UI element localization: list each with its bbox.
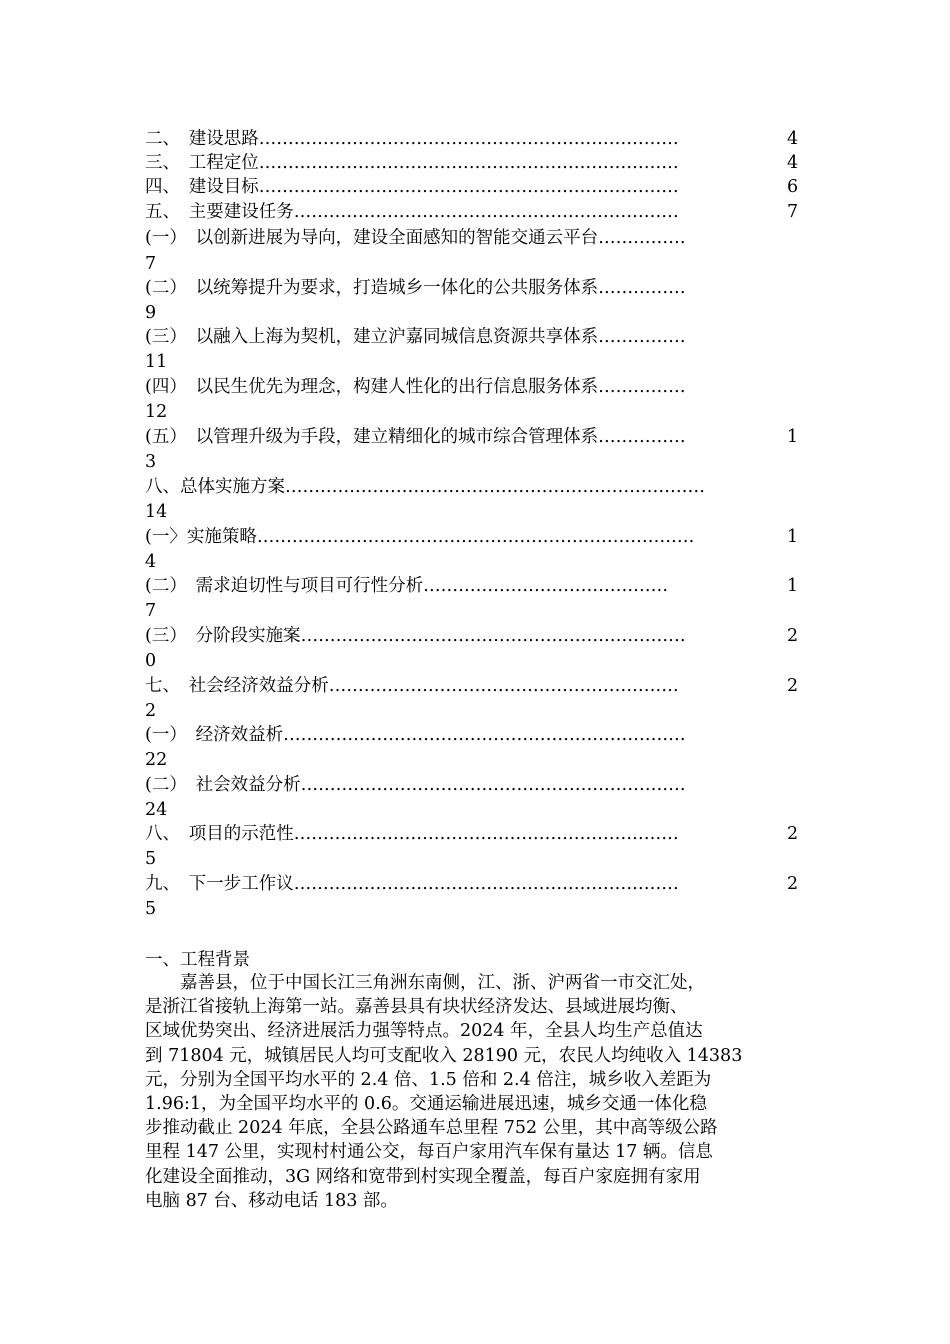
toc-page-number-continued: 5 — [145, 899, 157, 919]
toc-entry-text: (一） 以创新进展为导向，建设全面感知的智能交通云平台…………… — [145, 228, 686, 248]
toc-page-number-continued: 5 — [145, 849, 157, 869]
toc-page-number-continued: 4 — [145, 552, 157, 572]
body-line: 步推动截止 2024 年底，全县公路通车总里程 752 公里，其中高等级公路 — [145, 1118, 718, 1139]
section-heading: 一、工程背景 — [145, 950, 250, 970]
toc-page-number-continued: 22 — [145, 750, 168, 770]
toc-page-number: 2 — [787, 626, 799, 646]
toc-page-number-continued: 11 — [145, 352, 168, 372]
toc-entry-text: (二） 需求迫切性与项目可行性分析…………………………………… — [145, 576, 669, 596]
toc-entry[interactable] — [145, 175, 679, 199]
toc-entry[interactable] — [145, 872, 679, 896]
toc-entry-text: (二） 社会效益分析………………………………………………………… — [145, 775, 686, 795]
toc-entry[interactable] — [145, 674, 679, 698]
toc-page-number-continued: 7 — [145, 601, 157, 621]
toc-entry[interactable] — [145, 475, 705, 499]
body-line: 化建设全面推动，3G 网络和宽带到村实现全覆盖，每百户家庭拥有家用 — [145, 1166, 701, 1187]
toc-page-number-continued: 0 — [145, 651, 157, 671]
toc-entry-text: 四、 建设目标……………………………………………………………… — [145, 177, 679, 197]
toc-entry-text: 八、 项目的示范性………………………………………………………… — [145, 824, 679, 844]
toc-entry-text: 二、 建设思路……………………………………………………………… — [145, 129, 679, 149]
body-line: 电脑 87 台、移动电话 183 部。 — [145, 1190, 398, 1211]
toc-entry[interactable] — [145, 574, 668, 598]
toc-page-number: 1 — [787, 527, 799, 547]
body-line: 元，分别为全国平均水平的 2.4 倍、1.5 倍和 2.4 倍注，城乡收入差距为 — [145, 1069, 712, 1090]
toc-page-number: 6 — [787, 177, 799, 197]
toc-entry-text: (一〉实施策略………………………………………………………………… — [145, 527, 695, 547]
toc-page-number-continued: 12 — [145, 402, 168, 422]
toc-entry[interactable] — [145, 375, 686, 399]
toc-page-number-continued: 14 — [145, 502, 168, 522]
toc-entry[interactable] — [145, 127, 679, 151]
toc-entry[interactable] — [145, 151, 679, 175]
toc-page-number: 4 — [787, 129, 799, 149]
toc-entry[interactable] — [145, 226, 686, 250]
toc-entry[interactable] — [145, 624, 686, 648]
toc-entry-text: (四） 以民生优先为理念，构建人性化的出行信息服务体系…………… — [145, 377, 686, 397]
body-line: 里程 147 公里，实现村村通公交，每百户家用汽车保有量达 17 辆。信息 — [145, 1142, 713, 1163]
toc-entry-text: 五、 主要建设任务………………………………………………………… — [145, 202, 679, 222]
toc-entry[interactable] — [145, 425, 686, 449]
toc-page-number-continued: 9 — [145, 303, 157, 323]
toc-page-number-continued: 3 — [145, 452, 157, 472]
section-body — [145, 971, 805, 1213]
toc-page-number-continued: 7 — [145, 254, 157, 274]
body-line: 是浙江省接轨上海第一站。嘉善县具有块状经济发达、县域进展均衡、 — [145, 997, 688, 1018]
toc-entry-text: 七、 社会经济效益分析…………………………………………………… — [145, 676, 679, 696]
toc-entry-text: 八、总体实施方案……………………………………………………………… — [145, 477, 705, 497]
toc-entry-text: (一） 经济效益析…………………………………………………………… — [145, 725, 686, 745]
body-line: 1.96:1，为全国平均水平的 0.6。交通运输进展迅速，城乡交通一体化稳 — [145, 1093, 707, 1114]
toc-entry-text: 九、 下一步工作议………………………………………………………… — [145, 874, 679, 894]
toc-entry-text: (五） 以管理升级为手段，建立精细化的城市综合管理体系…………… — [145, 427, 686, 447]
toc-entry-text: (三） 分阶段实施案………………………………………………………… — [145, 626, 686, 646]
toc-page-number: 7 — [787, 202, 799, 222]
toc-entry[interactable] — [145, 200, 679, 224]
toc-page-number: 2 — [787, 824, 799, 844]
toc-page-number: 1 — [787, 576, 799, 596]
toc-entry[interactable] — [145, 276, 686, 300]
body-line: 到 71804 元，城镇居民人均可支配收入 28190 元，农民人均纯收入 14383 — [145, 1045, 743, 1066]
toc-page-number: 2 — [787, 874, 799, 894]
toc-page-number-continued: 2 — [145, 701, 157, 721]
toc-entry[interactable] — [145, 822, 679, 846]
toc-page-number-continued: 24 — [145, 800, 168, 820]
body-line: 区域优势突出、经济进展活力强等特点。2024 年，全县人均生产总值达 — [145, 1021, 703, 1042]
toc-entry[interactable] — [145, 325, 686, 349]
toc-entry[interactable] — [145, 723, 686, 747]
toc-page-number: 4 — [787, 153, 799, 173]
toc-entry-text: 三、 工程定位……………………………………………………………… — [145, 153, 679, 173]
toc-entry-text: (二） 以统筹提升为要求，打造城乡一体化的公共服务体系…………… — [145, 278, 686, 298]
toc-entry[interactable] — [145, 525, 694, 549]
body-line: 嘉善县，位于中国长江三角洲东南侧，江、浙、沪两省一市交汇处， — [180, 973, 705, 993]
toc-page-number: 2 — [787, 676, 799, 696]
toc-page-number: 1 — [787, 427, 799, 447]
toc-entry[interactable] — [145, 773, 686, 797]
toc-entry-text: (三） 以融入上海为契机，建立沪嘉同城信息资源共享体系…………… — [145, 327, 686, 347]
